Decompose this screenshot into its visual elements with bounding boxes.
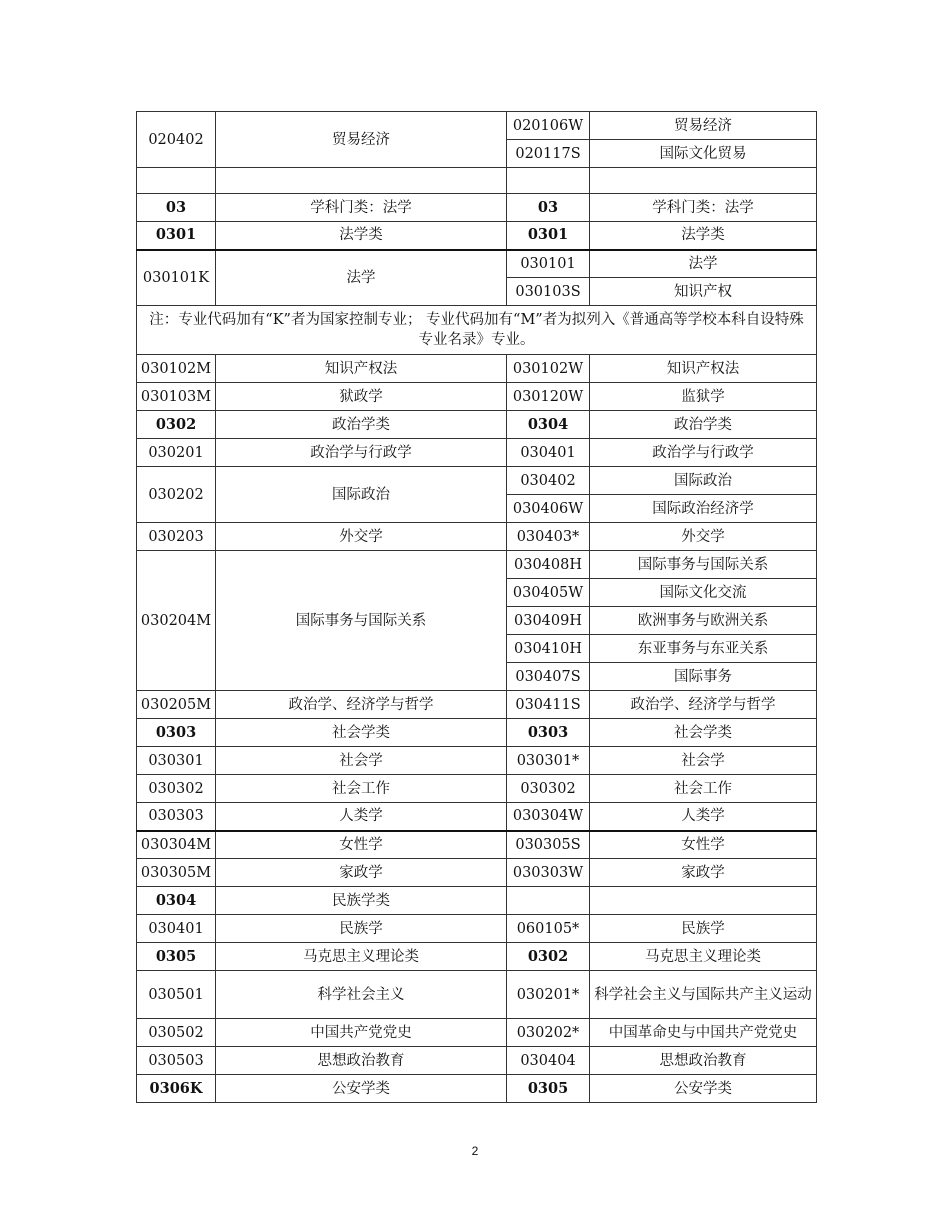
name-cell: 公安学类	[216, 1075, 507, 1103]
name-cell: 马克思主义理论类	[590, 943, 817, 971]
name-cell: 社会学类	[216, 719, 507, 747]
code-cell: 030404	[507, 1047, 590, 1075]
code-cell: 030101K	[137, 250, 216, 306]
note-row	[137, 306, 817, 355]
name-cell: 学科门类：法学	[216, 194, 507, 222]
code-cell: 020117S	[507, 140, 590, 168]
name-cell: 国际事务	[590, 663, 817, 691]
code-cell: 030408H	[507, 551, 590, 579]
table-row	[137, 1075, 817, 1103]
page-number: 2	[471, 1144, 479, 1158]
name-cell	[590, 887, 817, 915]
name-cell: 外交学	[590, 523, 817, 551]
code-cell: 030101	[507, 250, 590, 278]
name-cell: 知识产权	[590, 278, 817, 306]
code-cell: 030405W	[507, 579, 590, 607]
name-cell: 社会学	[216, 747, 507, 775]
name-cell: 知识产权法	[216, 355, 507, 383]
table-row	[137, 831, 817, 859]
table-row	[137, 747, 817, 775]
name-cell: 政治学与行政学	[216, 439, 507, 467]
name-cell: 狱政学	[216, 383, 507, 411]
name-cell: 政治学与行政学	[590, 439, 817, 467]
code-cell: 0304	[137, 887, 216, 915]
name-cell: 外交学	[216, 523, 507, 551]
table-row	[137, 467, 817, 495]
name-cell: 科学社会主义与国际共产主义运动	[590, 971, 817, 1019]
code-cell: 030406W	[507, 495, 590, 523]
name-cell: 国际政治	[590, 467, 817, 495]
code-cell: 030502	[137, 1019, 216, 1047]
code-cell: 0302	[507, 943, 590, 971]
name-cell: 贸易经济	[216, 112, 507, 168]
code-cell: 030202*	[507, 1019, 590, 1047]
table-row	[137, 112, 817, 140]
code-cell: 030103S	[507, 278, 590, 306]
table-row	[137, 411, 817, 439]
code-cell: 060105*	[507, 915, 590, 943]
table-row	[137, 439, 817, 467]
code-cell: 030205M	[137, 691, 216, 719]
name-cell: 马克思主义理论类	[216, 943, 507, 971]
name-cell: 国际政治	[216, 467, 507, 523]
code-cell: 030304W	[507, 803, 590, 831]
code-cell: 030102M	[137, 355, 216, 383]
major-code-comparison-table	[136, 111, 817, 1103]
name-cell: 国际政治经济学	[590, 495, 817, 523]
name-cell: 政治学、经济学与哲学	[590, 691, 817, 719]
code-cell: 030411S	[507, 691, 590, 719]
name-cell: 民族学	[590, 915, 817, 943]
name-cell	[216, 168, 507, 194]
name-cell: 国际事务与国际关系	[590, 551, 817, 579]
code-cell: 030503	[137, 1047, 216, 1075]
code-cell: 020402	[137, 112, 216, 168]
table-row	[137, 887, 817, 915]
table-row	[137, 859, 817, 887]
name-cell: 政治学、经济学与哲学	[216, 691, 507, 719]
code-cell: 030201	[137, 439, 216, 467]
table-row	[137, 915, 817, 943]
name-cell: 法学	[590, 250, 817, 278]
code-cell: 030401	[137, 915, 216, 943]
name-cell: 中国革命史与中国共产党党史	[590, 1019, 817, 1047]
code-cell: 030302	[137, 775, 216, 803]
code-cell: 030102W	[507, 355, 590, 383]
name-cell: 国际文化交流	[590, 579, 817, 607]
name-cell: 民族学	[216, 915, 507, 943]
table-row	[137, 943, 817, 971]
name-cell: 思想政治教育	[590, 1047, 817, 1075]
footnote: 注：专业代码加有“K”者为国家控制专业； 专业代码加有“M”者为拟列入《普通高等学校本科自设特殊专业名录》专业。	[137, 306, 817, 355]
code-cell: 030303	[137, 803, 216, 831]
code-cell: 030305S	[507, 831, 590, 859]
name-cell: 社会工作	[590, 775, 817, 803]
code-cell: 020106W	[507, 112, 590, 140]
code-cell: 0305	[137, 943, 216, 971]
code-cell: 030410H	[507, 635, 590, 663]
name-cell: 法学类	[590, 222, 817, 250]
table-row	[137, 1047, 817, 1075]
name-cell: 国际文化贸易	[590, 140, 817, 168]
table-row	[137, 355, 817, 383]
code-cell: 030204M	[137, 551, 216, 691]
table-row	[137, 250, 817, 278]
code-cell: 0303	[507, 719, 590, 747]
name-cell: 中国共产党党史	[216, 1019, 507, 1047]
code-cell: 03	[137, 194, 216, 222]
name-cell: 学科门类：法学	[590, 194, 817, 222]
table-row	[137, 719, 817, 747]
name-cell: 欧洲事务与欧洲关系	[590, 607, 817, 635]
name-cell: 贸易经济	[590, 112, 817, 140]
name-cell: 监狱学	[590, 383, 817, 411]
code-cell: 0303	[137, 719, 216, 747]
code-cell: 030203	[137, 523, 216, 551]
table-row	[137, 971, 817, 1019]
table-row	[137, 168, 817, 194]
code-cell: 030409H	[507, 607, 590, 635]
name-cell: 女性学	[590, 831, 817, 859]
code-cell: 030305M	[137, 859, 216, 887]
code-cell	[507, 168, 590, 194]
code-cell: 030407S	[507, 663, 590, 691]
name-cell: 家政学	[216, 859, 507, 887]
code-cell: 0305	[507, 1075, 590, 1103]
code-cell: 030501	[137, 971, 216, 1019]
code-cell: 030301*	[507, 747, 590, 775]
name-cell: 东亚事务与东亚关系	[590, 635, 817, 663]
code-cell: 030304M	[137, 831, 216, 859]
name-cell: 科学社会主义	[216, 971, 507, 1019]
table-row	[137, 691, 817, 719]
code-cell: 0302	[137, 411, 216, 439]
table-row	[137, 551, 817, 579]
name-cell: 社会学	[590, 747, 817, 775]
code-cell: 030301	[137, 747, 216, 775]
name-cell: 法学类	[216, 222, 507, 250]
table-row	[137, 803, 817, 831]
code-cell	[507, 887, 590, 915]
name-cell: 民族学类	[216, 887, 507, 915]
code-cell: 030202	[137, 467, 216, 523]
name-cell: 思想政治教育	[216, 1047, 507, 1075]
name-cell: 人类学	[216, 803, 507, 831]
code-cell: 030120W	[507, 383, 590, 411]
name-cell: 政治学类	[590, 411, 817, 439]
code-cell: 030201*	[507, 971, 590, 1019]
name-cell: 社会学类	[590, 719, 817, 747]
name-cell	[590, 168, 817, 194]
name-cell: 知识产权法	[590, 355, 817, 383]
code-cell: 0306K	[137, 1075, 216, 1103]
table-row	[137, 383, 817, 411]
table-row	[137, 775, 817, 803]
code-cell	[137, 168, 216, 194]
code-cell: 0304	[507, 411, 590, 439]
table-row	[137, 194, 817, 222]
code-cell: 030103M	[137, 383, 216, 411]
name-cell: 政治学类	[216, 411, 507, 439]
code-cell: 030403*	[507, 523, 590, 551]
name-cell: 国际事务与国际关系	[216, 551, 507, 691]
name-cell: 女性学	[216, 831, 507, 859]
code-cell: 030302	[507, 775, 590, 803]
code-cell: 0301	[507, 222, 590, 250]
code-cell: 030402	[507, 467, 590, 495]
code-cell: 030303W	[507, 859, 590, 887]
code-cell: 03	[507, 194, 590, 222]
table-row	[137, 523, 817, 551]
code-cell: 030401	[507, 439, 590, 467]
table-row	[137, 222, 817, 250]
name-cell: 人类学	[590, 803, 817, 831]
table-row	[137, 1019, 817, 1047]
name-cell: 家政学	[590, 859, 817, 887]
name-cell: 社会工作	[216, 775, 507, 803]
name-cell: 法学	[216, 250, 507, 306]
name-cell: 公安学类	[590, 1075, 817, 1103]
code-cell: 0301	[137, 222, 216, 250]
